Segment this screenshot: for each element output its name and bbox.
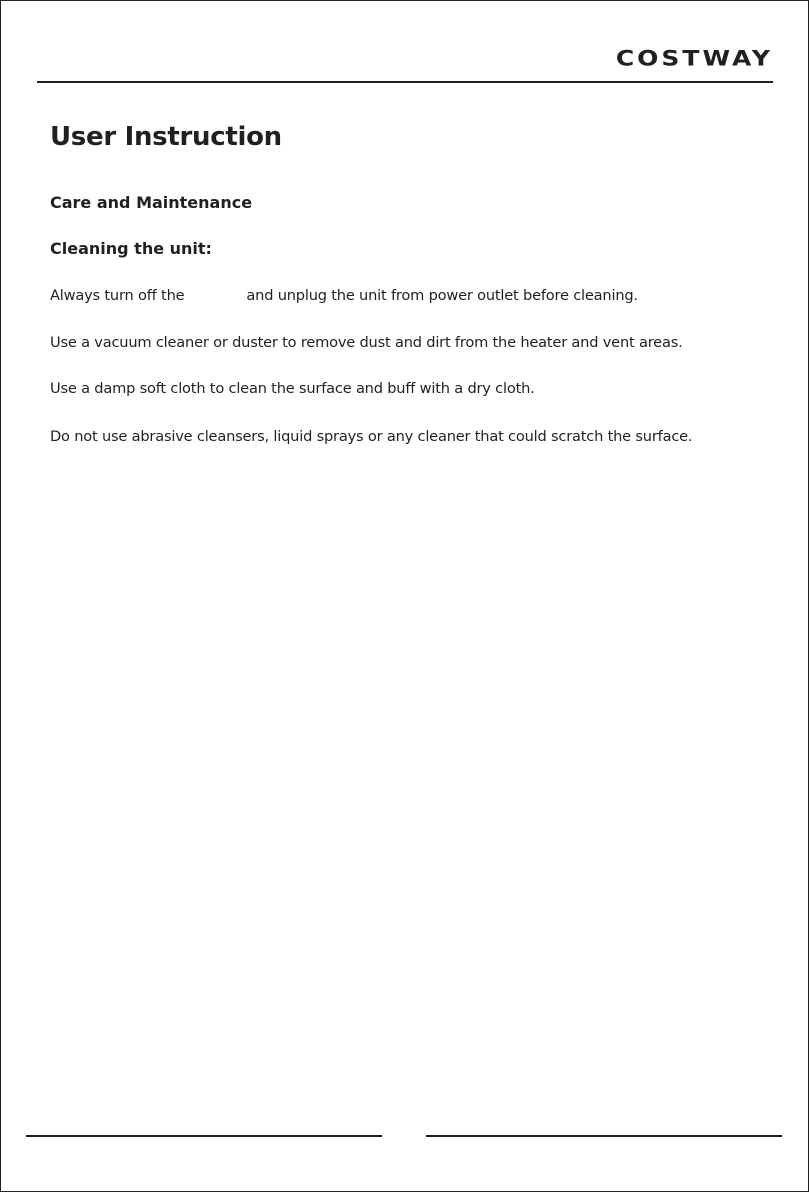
instruction-damp-cloth: Use a damp soft cloth to clean the surface and buff with a dry cloth. bbox=[50, 380, 535, 397]
instruction-vacuum: Use a vacuum cleaner or duster to remove dust and dirt from the heater and vent areas. bbox=[50, 334, 683, 351]
instruction-turn-off bbox=[50, 287, 638, 304]
subsection-heading-cleaning: Cleaning the unit: bbox=[50, 239, 212, 258]
footer-divider-left bbox=[26, 1135, 382, 1137]
instruction-no-abrasives: Do not use abrasive cleansers, liquid sprays or any cleaner that could scratch the surface. bbox=[50, 428, 693, 445]
footer-divider-right bbox=[426, 1135, 782, 1137]
instruction-turn-off-start: Always turn off the bbox=[50, 287, 185, 304]
brand-logo: COSTWAY bbox=[615, 46, 773, 71]
page-title: User Instruction bbox=[50, 122, 282, 152]
header-divider bbox=[37, 81, 773, 83]
instruction-turn-off-end: and unplug the unit from power outlet before cleaning. bbox=[246, 287, 638, 304]
section-heading-care: Care and Maintenance bbox=[50, 193, 253, 212]
